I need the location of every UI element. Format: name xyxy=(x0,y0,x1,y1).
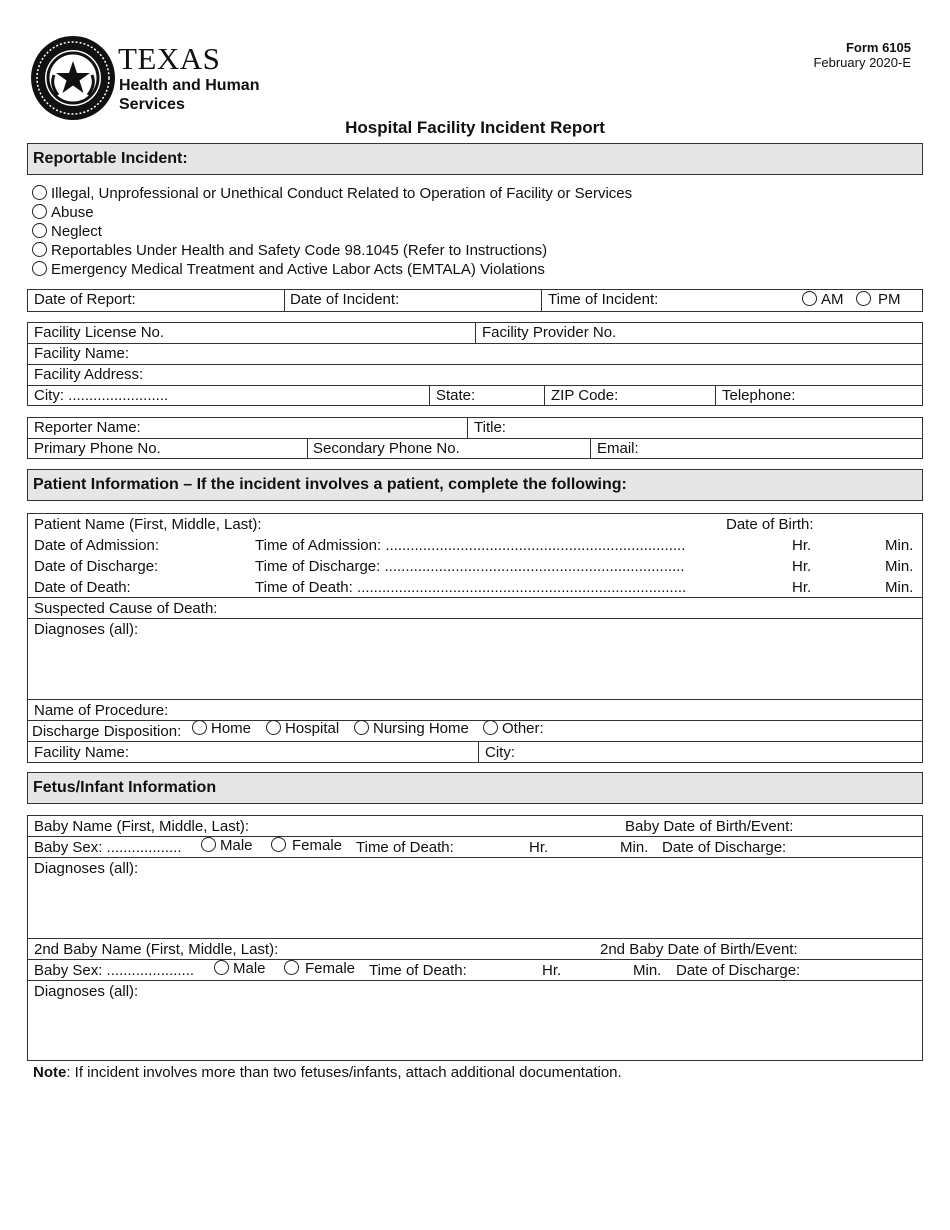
reportable-option[interactable]: Neglect xyxy=(32,223,102,241)
baby2-time-of-death-field[interactable]: Time of Death: xyxy=(369,962,467,979)
radio-icon[interactable] xyxy=(32,204,47,219)
radio-icon[interactable] xyxy=(856,291,871,306)
time-of-incident-field[interactable]: Time of Incident: xyxy=(548,291,659,308)
hr-label: Hr. xyxy=(792,558,812,575)
baby-diagnoses-field[interactable]: Diagnoses (all): xyxy=(34,860,139,877)
radio-icon[interactable] xyxy=(214,960,229,975)
fetus-info-header: Fetus/Infant Information xyxy=(27,772,923,804)
baby2-name-field[interactable]: 2nd Baby Name (First, Middle, Last): xyxy=(34,941,279,958)
radio-icon[interactable] xyxy=(32,242,47,257)
baby2-sex-label: Baby Sex: ..................... xyxy=(34,962,195,979)
report-dates-table xyxy=(27,289,923,312)
facility-name-field[interactable]: Facility Name: xyxy=(34,345,130,362)
reportable-incident-header: Reportable Incident: xyxy=(27,143,923,175)
secondary-phone-field[interactable]: Secondary Phone No. xyxy=(313,440,460,457)
baby-time-of-death-field[interactable]: Time of Death: xyxy=(356,839,454,856)
radio-icon[interactable] xyxy=(271,837,286,852)
baby2-male-option[interactable]: Male xyxy=(214,960,266,978)
disposition-home-option[interactable]: Home xyxy=(192,720,251,738)
radio-icon[interactable] xyxy=(284,960,299,975)
patient-info-header: Patient Information – If the incident involves a patient, complete the following: xyxy=(27,469,923,501)
hr-label: Hr. xyxy=(529,839,549,856)
baby-male-option[interactable]: Male xyxy=(201,837,253,855)
note-text: : If incident involves more than two fetuses/infants, attach additional documentation. xyxy=(66,1064,622,1081)
reporter-title-field[interactable]: Title: xyxy=(474,419,506,436)
disposition-nursing-home-option[interactable]: Nursing Home xyxy=(354,720,469,738)
radio-icon[interactable] xyxy=(483,720,498,735)
footnote xyxy=(33,1064,622,1082)
reporter-name-field[interactable]: Reporter Name: xyxy=(34,419,141,436)
date-of-discharge-field[interactable]: Date of Discharge: xyxy=(34,558,159,575)
date-of-incident-field[interactable]: Date of Incident: xyxy=(290,291,400,308)
reportable-option[interactable]: Emergency Medical Treatment and Active Labor Acts (EMTALA) Violations xyxy=(32,261,545,279)
patient-dob-field[interactable]: Date of Birth: xyxy=(726,516,814,533)
baby-dob-field[interactable]: Baby Date of Birth/Event: xyxy=(625,818,794,835)
note-label: Note xyxy=(33,1064,67,1081)
baby2-dob-field[interactable]: 2nd Baby Date of Birth/Event: xyxy=(600,941,798,958)
baby-name-field[interactable]: Baby Name (First, Middle, Last): xyxy=(34,818,250,835)
form-date: February 2020-E xyxy=(813,55,911,70)
facility-license-field[interactable]: Facility License No. xyxy=(34,324,165,341)
radio-icon[interactable] xyxy=(32,185,47,200)
date-of-report-field[interactable]: Date of Report: xyxy=(34,291,136,308)
facility-state-field[interactable]: State: xyxy=(436,387,476,404)
hr-label: Hr. xyxy=(792,537,812,554)
radio-icon[interactable] xyxy=(192,720,207,735)
radio-icon[interactable] xyxy=(32,223,47,238)
min-label: Min. xyxy=(633,962,662,979)
cause-of-death-field[interactable]: Suspected Cause of Death: xyxy=(34,600,218,617)
radio-icon[interactable] xyxy=(354,720,369,735)
email-field[interactable]: Email: xyxy=(597,440,639,457)
logo-line2: Services xyxy=(119,96,185,113)
facility-telephone-field[interactable]: Telephone: xyxy=(722,387,796,404)
form-number: Form 6105 xyxy=(845,40,911,55)
patient-diagnoses-field[interactable]: Diagnoses (all): xyxy=(34,621,139,638)
radio-icon[interactable] xyxy=(32,261,47,276)
am-option[interactable]: AM xyxy=(802,291,844,309)
discharge-disposition-label: Discharge Disposition: xyxy=(32,723,182,740)
logo-word: TEXAS xyxy=(118,41,221,76)
pm-option[interactable]: PM xyxy=(856,291,901,309)
reportable-option[interactable]: Illegal, Unprofessional or Unethical Conduct Related to Operation of Facility or Services xyxy=(32,185,632,203)
baby-date-of-discharge-field[interactable]: Date of Discharge: xyxy=(662,839,787,856)
radio-icon[interactable] xyxy=(201,837,216,852)
logo-line1: Health and Human xyxy=(119,77,260,94)
page-title: Hospital Facility Incident Report xyxy=(345,118,605,137)
min-label: Min. xyxy=(885,558,914,575)
reportable-option[interactable]: Abuse xyxy=(32,204,94,222)
baby-sex-label: Baby Sex: .................. xyxy=(34,839,182,856)
radio-icon[interactable] xyxy=(266,720,281,735)
disposition-hospital-option[interactable]: Hospital xyxy=(266,720,339,738)
time-of-death-field[interactable]: Time of Death: ............................................................................... xyxy=(255,579,687,596)
hr-label: Hr. xyxy=(542,962,562,979)
date-of-admission-field[interactable]: Date of Admission: xyxy=(34,537,160,554)
agency-logo xyxy=(30,35,260,121)
reportable-option[interactable]: Reportables Under Health and Safety Code 98.1045 (Refer to Instructions) xyxy=(32,242,547,260)
min-label: Min. xyxy=(620,839,649,856)
date-of-death-field[interactable]: Date of Death: xyxy=(34,579,131,596)
time-of-admission-field[interactable]: Time of Admission: ........................................................................ xyxy=(255,537,686,554)
radio-icon[interactable] xyxy=(802,291,817,306)
procedure-field[interactable]: Name of Procedure: xyxy=(34,702,169,719)
time-of-discharge-field[interactable]: Time of Discharge: ........................................................................ xyxy=(255,558,685,575)
facility-city-field[interactable]: City: ........................ xyxy=(34,387,169,404)
facility-provider-field[interactable]: Facility Provider No. xyxy=(482,324,617,341)
min-label: Min. xyxy=(885,579,914,596)
baby2-diagnoses-field[interactable]: Diagnoses (all): xyxy=(34,983,139,1000)
primary-phone-field[interactable]: Primary Phone No. xyxy=(34,440,161,457)
baby2-date-of-discharge-field[interactable]: Date of Discharge: xyxy=(676,962,801,979)
baby-female-option[interactable]: Female xyxy=(271,837,342,855)
facility-zip-field[interactable]: ZIP Code: xyxy=(551,387,619,404)
disposition-other-option[interactable]: Other: xyxy=(483,720,544,738)
facility-address-field[interactable]: Facility Address: xyxy=(34,366,144,383)
discharge-facility-name-field[interactable]: Facility Name: xyxy=(34,744,130,761)
hr-label: Hr. xyxy=(792,579,812,596)
discharge-city-field[interactable]: City: xyxy=(485,744,515,761)
patient-name-field[interactable]: Patient Name (First, Middle, Last): xyxy=(34,516,262,533)
min-label: Min. xyxy=(885,537,914,554)
texas-seal-icon xyxy=(30,35,116,121)
baby2-female-option[interactable]: Female xyxy=(284,960,355,978)
